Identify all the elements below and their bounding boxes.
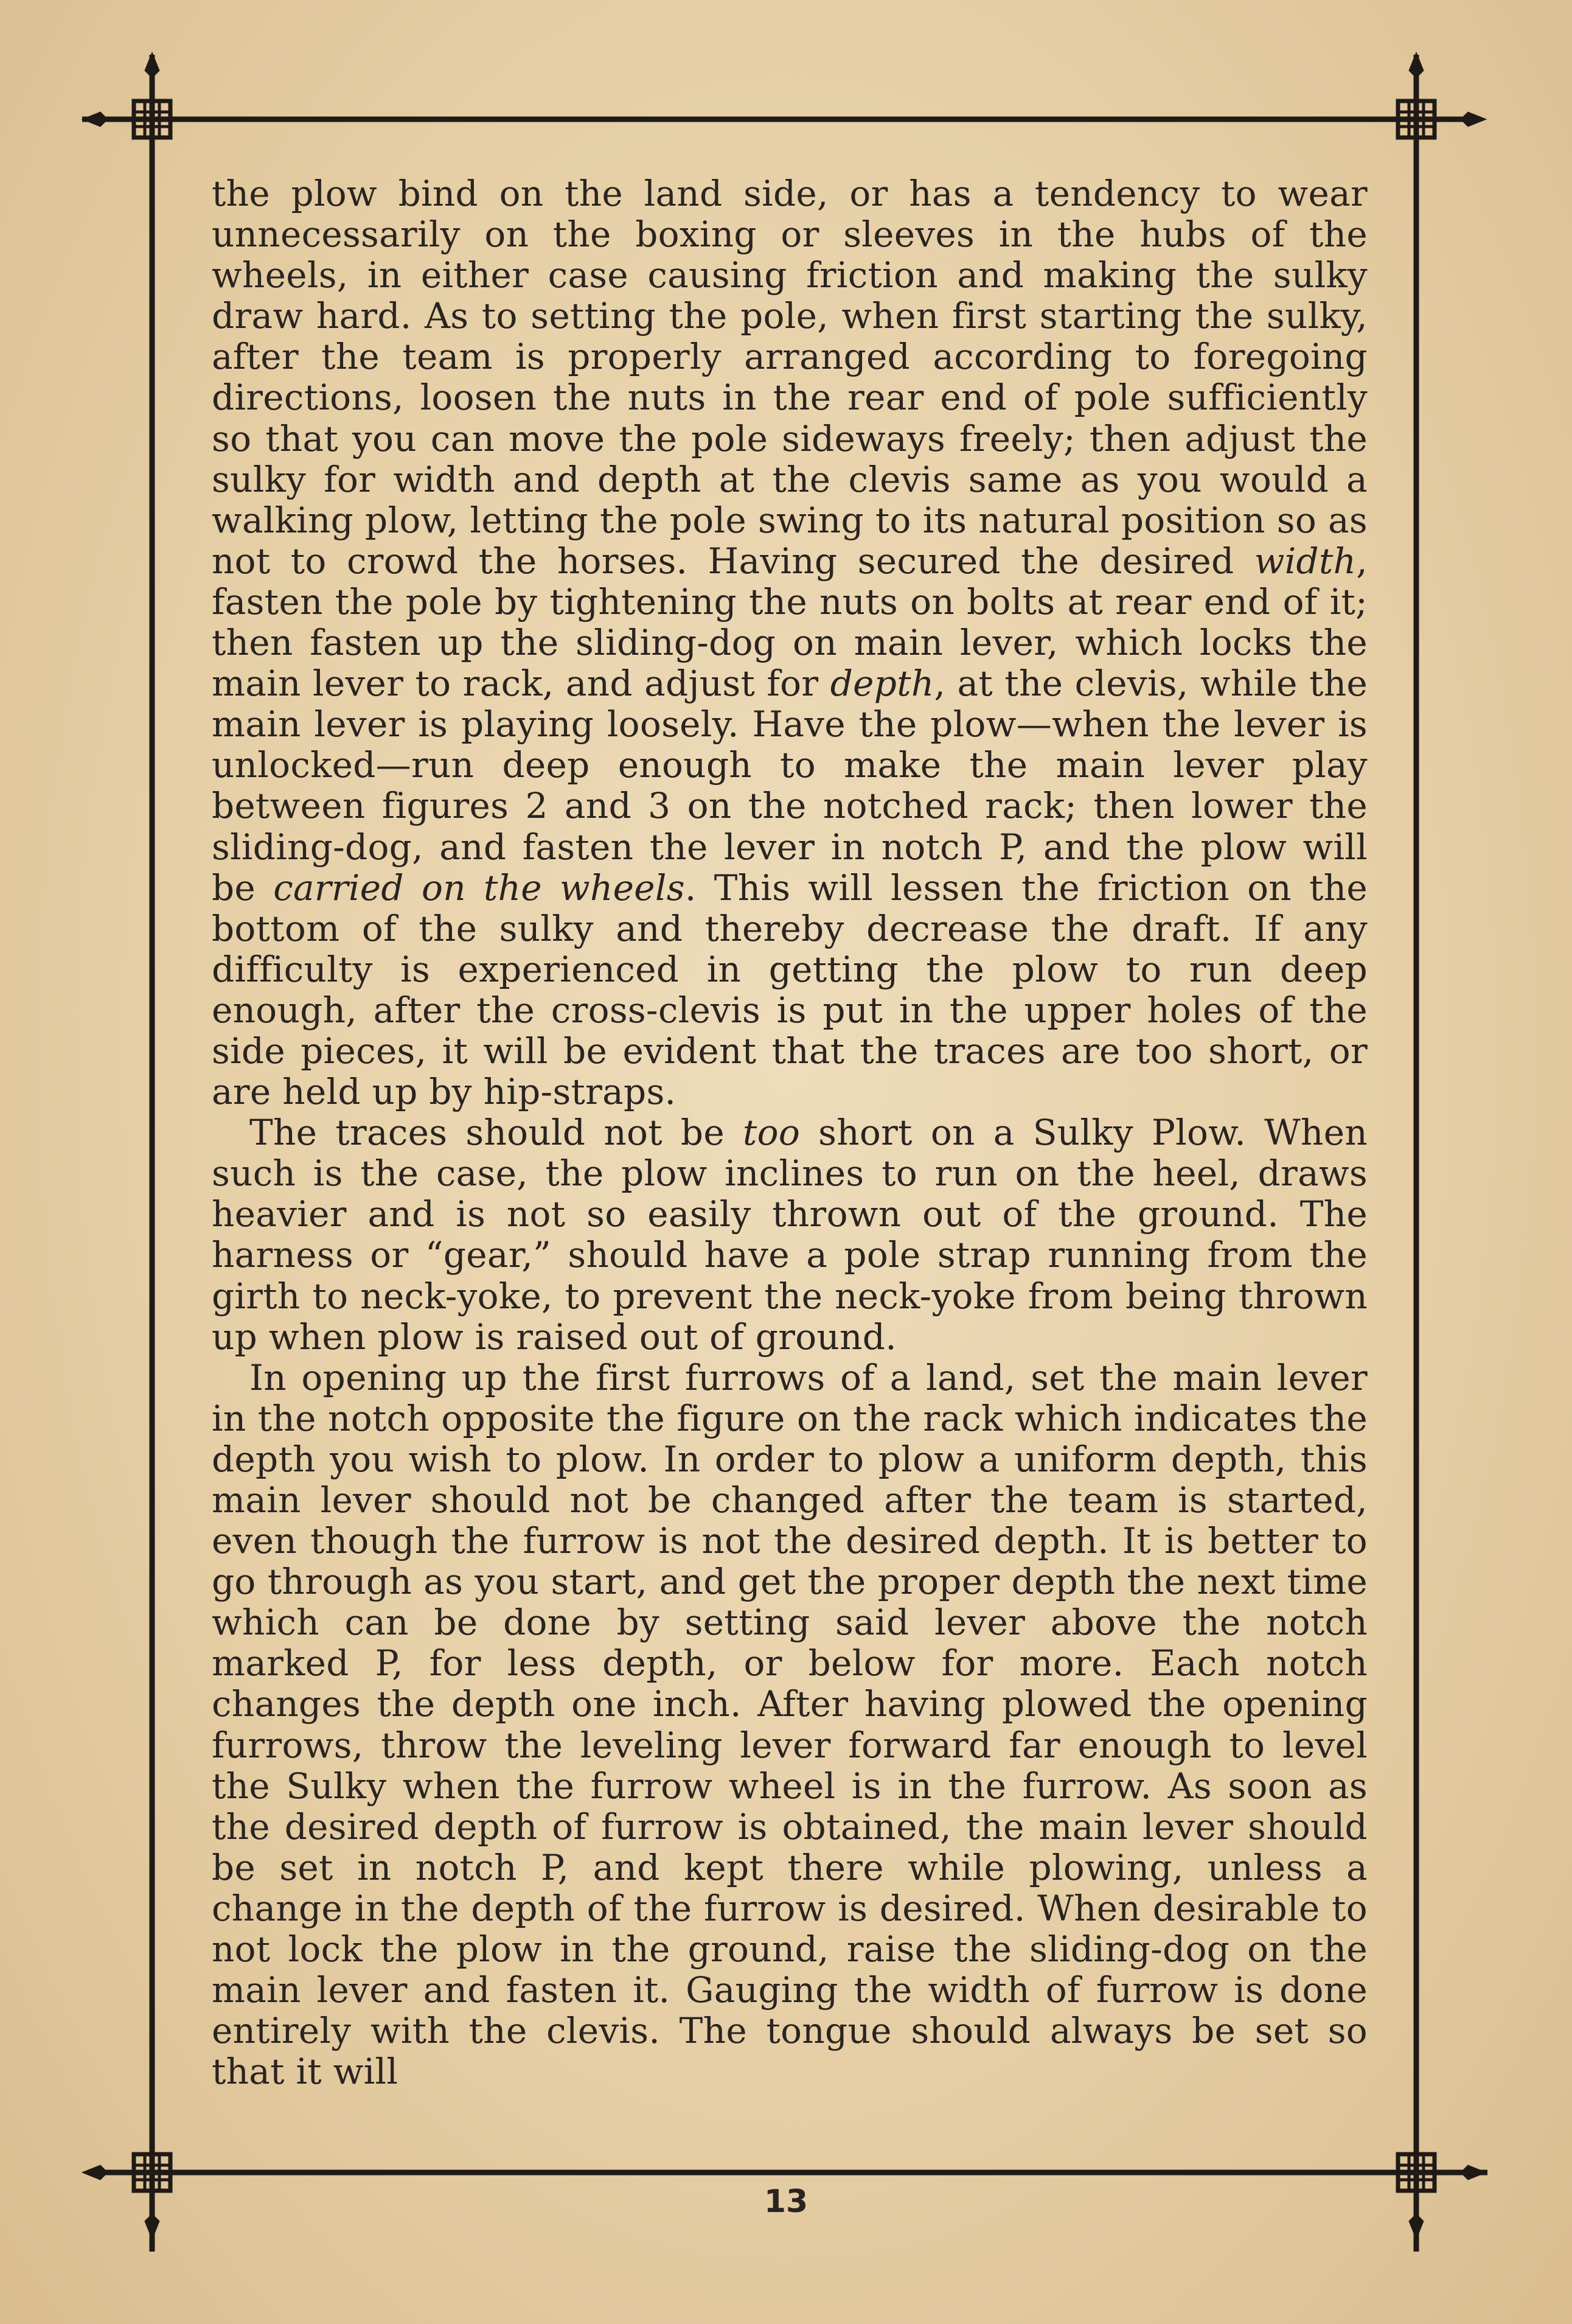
- paragraph-1: the plow bind on the land side, or has a tendency to wear unnecessarily on the boxing or sleeves in the hubs of the wheels, in either case causing friction and making the sulky draw hard. As to setting the pole, when first starting the sulky, after the team is properly arranged according to foregoing directions, loosen the nuts in the rear end of pole sufficiently so that you can move the pole sideways freely; then adjust the sulky for width and depth at the clevis same as you would a walking plow, letting the pole swing to its natural position so as not to crowd the horses. Having secured the desired width, fasten the pole by tightening the nuts on bolts at rear end of it; then fasten up the sliding-dog on main lever, which locks the main lever to rack, and adjust for depth, at the clevis, while the main lever is playing loosely. Have the plow—when the lever is unlocked—run deep enough to make the main lever play between figures 2 and 3 on the notched rack; then lower the sliding-dog, and fasten the lever in notch P, and the plow will be carried on the wheels. This will lessen the friction on the bottom of the sulky and thereby decrease the draft. If any difficulty is experienced in getting the plow to run deep enough, after the cross-clevis is put in the upper holes of the side pieces, it will be evident that the traces are too short, or are held up by hip-straps.: [212, 173, 1368, 1113]
- emphasis-too: too: [743, 1112, 801, 1154]
- emphasis-width: width: [1254, 540, 1357, 582]
- corner-ornament-bottom-right: [1398, 2154, 1486, 2239]
- corner-ornament-bottom-left: [82, 2154, 170, 2239]
- paragraph-2: The traces should not be too short on a Sulky Plow. When such is the case, the plow inclines to run on the heel, draws heavier and is not so easily thrown out of the ground. The harness or “gear,” should have a pole strap running from the girth to neck-yoke, to prevent the neck-yoke from being thrown up when plow is raised out of ground.: [212, 1112, 1368, 1358]
- emphasis-depth: depth: [830, 663, 934, 705]
- corner-ornament-top-left: [82, 52, 170, 138]
- body-text: [212, 173, 1368, 2092]
- emphasis-carried-on-wheels: carried on the wheels: [273, 867, 685, 909]
- paragraph-3: In opening up the first furrows of a land, set the main lever in the notch opposite the figure on the rack which indicates the depth you wish to plow. In order to plow a uniform depth, this main lever should not be changed after the team is started, even though the furrow is not the desired depth. It is better to go through as you start, and get the proper depth the next time which can be done by setting said lever above the notch marked P, for less depth, or below for more. Each notch changes the depth one inch. After having plowed the opening furrows, throw the leveling lever forward far enough to level the Sulky when the furrow wheel is in the furrow. As soon as the desired depth of furrow is obtained, the main lever should be set in notch P, and kept there while plowing, unless a change in the depth of the furrow is desired. When desirable to not lock the plow in the ground, raise the sliding-dog on the main lever and fasten it. Gauging the width of furrow is done entirely with the clevis. The tongue should always be set so that it will: [212, 1356, 1368, 2093]
- page-number: 13: [763, 2183, 809, 2220]
- corner-ornament-top-right: [1398, 52, 1486, 138]
